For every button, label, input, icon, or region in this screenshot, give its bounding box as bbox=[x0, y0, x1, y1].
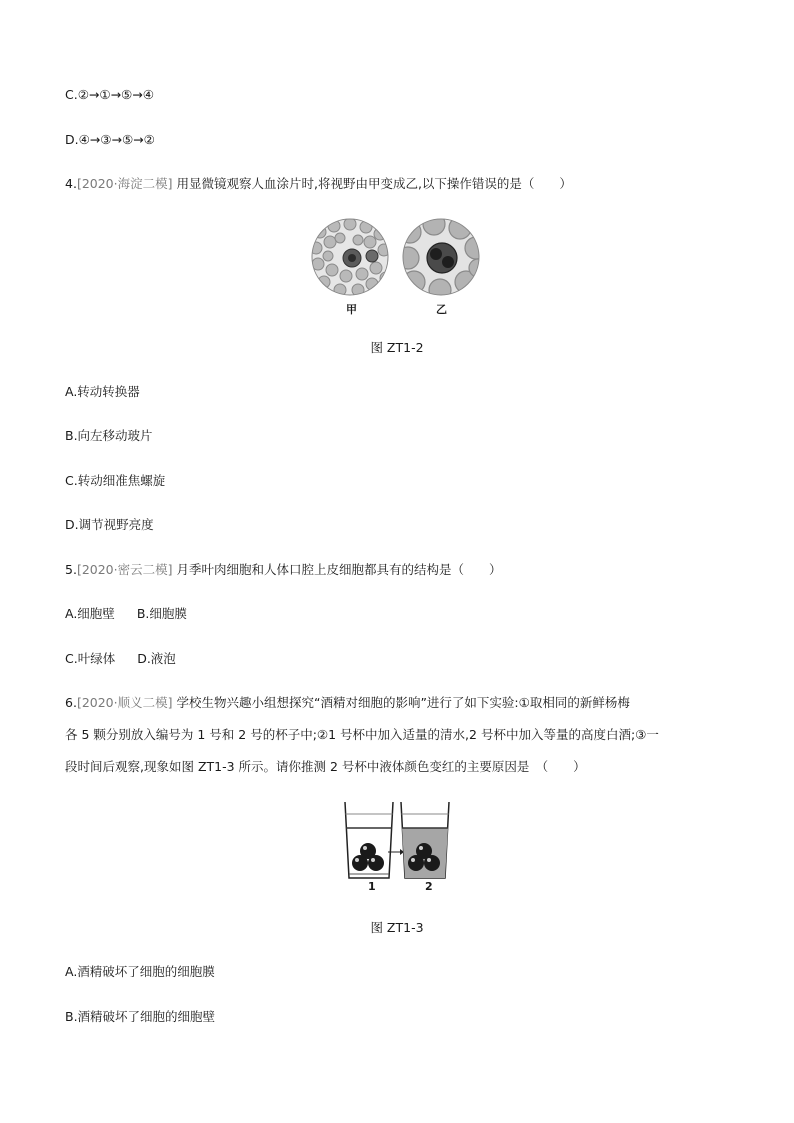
q4-option-b: B.向左移动玻片 bbox=[65, 428, 153, 443]
q4-source: [2020·海淀二模] bbox=[76, 176, 173, 191]
q5-stem bbox=[65, 561, 501, 579]
cup-label-2: 2 bbox=[425, 880, 433, 893]
view-jia bbox=[310, 218, 392, 296]
q5-source: [2020·密云二模] bbox=[76, 562, 173, 577]
figure-label-yi: 乙 bbox=[436, 303, 447, 316]
q5-number: 5. bbox=[65, 562, 77, 577]
figure-caption-zt1-2: 图 ZT1-2 bbox=[370, 340, 424, 355]
q6-source: [2020·顺义二模] bbox=[76, 695, 173, 710]
q6-stem-line-1 bbox=[65, 694, 630, 712]
q6-stem-line-3: 段时间后观察,现象如图 ZT1-3 所示。请你推测 2 号杯中液体颜色变红的主要原因是 （ ） bbox=[65, 759, 586, 774]
q6-option-a: A.酒精破坏了细胞的细胞膜 bbox=[65, 964, 215, 979]
view-yi bbox=[397, 218, 485, 296]
q4-option-d: D.调节视野亮度 bbox=[65, 517, 154, 532]
q5-options-row-2 bbox=[65, 650, 176, 668]
q4-option-a: A.转动转换器 bbox=[65, 384, 140, 399]
q4-option-c: C.转动细准焦螺旋 bbox=[65, 473, 166, 488]
q3-option-d: D.④→③→⑤→② bbox=[65, 132, 155, 147]
figure-caption-zt1-3: 图 ZT1-3 bbox=[370, 920, 424, 935]
q5-option-a: A.细胞壁 bbox=[65, 606, 115, 621]
q5-option-b: B.细胞膜 bbox=[136, 606, 187, 621]
cup-1 bbox=[345, 802, 393, 878]
q6-text-line-1: 学校生物兴趣小组想探究“酒精对细胞的影响”进行了如下实验:①取相同的新鲜杨梅 bbox=[176, 695, 630, 710]
q3-option-c: C.②→①→⑤→④ bbox=[65, 87, 154, 102]
q5-option-c: C.叶绿体 bbox=[65, 651, 116, 666]
figure-label-jia: 甲 bbox=[346, 303, 357, 316]
q4-text: 用显微镜观察人血涂片时,将视野由甲变成乙,以下操作错误的是（ ） bbox=[176, 176, 572, 191]
q6-option-b: B.酒精破坏了细胞的细胞壁 bbox=[65, 1009, 216, 1024]
cup-2 bbox=[401, 802, 449, 878]
cups-figure bbox=[338, 800, 454, 882]
q5-text: 月季叶肉细胞和人体口腔上皮细胞都具有的结构是（ ） bbox=[176, 562, 502, 577]
microscope-view-figure bbox=[310, 218, 485, 296]
q5-options-row-1 bbox=[65, 605, 187, 623]
q6-stem-line-2: 各 5 颗分别放入编号为 1 号和 2 号的杯子中;②1 号杯中加入适量的清水,2 号杯中加入等量的高度白酒;③一 bbox=[65, 727, 659, 742]
q5-option-d: D.液泡 bbox=[137, 651, 176, 666]
q6-number: 6. bbox=[65, 695, 77, 710]
cup-label-1: 1 bbox=[368, 880, 376, 893]
q4-stem bbox=[65, 175, 572, 193]
q4-number: 4. bbox=[65, 176, 77, 191]
